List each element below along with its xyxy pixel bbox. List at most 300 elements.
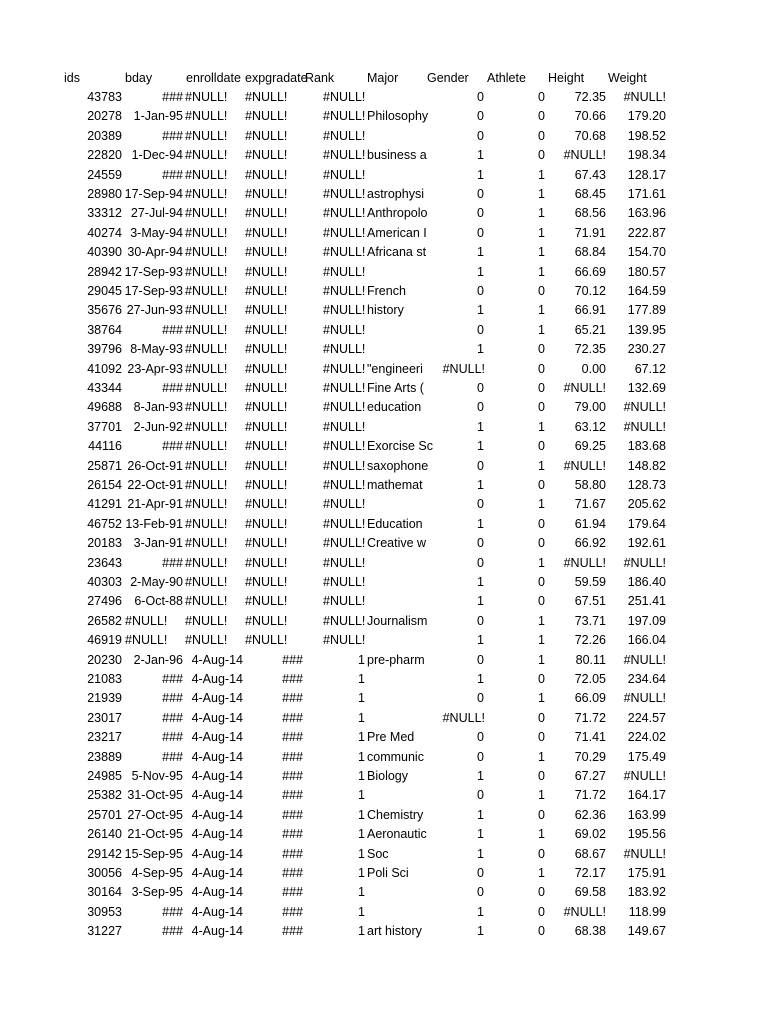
cell-ids[interactable]: 43783 <box>87 90 122 104</box>
cell-gender[interactable]: #NULL! <box>442 361 485 376</box>
cell-bday[interactable]: ### <box>162 381 183 395</box>
cell-ids[interactable]: 24985 <box>87 769 122 783</box>
cell-athlete[interactable]: 0 <box>538 516 545 531</box>
cell-expgradate[interactable]: ### <box>282 924 303 939</box>
cell-athlete[interactable]: 0 <box>538 90 545 104</box>
header-expgradate[interactable]: expgradate <box>245 70 308 85</box>
cell-major[interactable]: communic <box>367 749 424 764</box>
cell-bday[interactable]: 27-Jul-94 <box>130 206 183 221</box>
cell-major[interactable]: Philosophy <box>367 109 429 124</box>
cell-enrolldate[interactable]: #NULL! <box>185 633 228 648</box>
cell-ids[interactable]: 28942 <box>87 264 122 279</box>
cell-expgradate[interactable]: ### <box>282 827 303 842</box>
cell-athlete[interactable]: 0 <box>538 710 545 725</box>
cell-weight[interactable]: 171.61 <box>627 187 666 201</box>
cell-expgradate[interactable]: #NULL! <box>245 284 288 298</box>
cell-bday[interactable]: 31-Oct-95 <box>127 788 183 803</box>
cell-enrolldate[interactable]: 4-Aug-14 <box>191 866 243 880</box>
cell-expgradate[interactable]: ### <box>282 730 303 745</box>
header-weight[interactable]: Weight <box>608 70 647 85</box>
cell-height[interactable]: 67.43 <box>574 167 606 182</box>
cell-ids[interactable]: 46752 <box>87 516 122 531</box>
cell-rank[interactable]: #NULL! <box>323 536 366 551</box>
cell-expgradate[interactable]: ### <box>282 904 303 919</box>
cell-ids[interactable]: 49688 <box>87 400 122 415</box>
cell-enrolldate[interactable]: 4-Aug-14 <box>191 749 243 764</box>
cell-rank[interactable]: #NULL! <box>323 342 366 357</box>
cell-weight[interactable]: 148.82 <box>627 458 666 473</box>
cell-bday[interactable]: 6-Oct-88 <box>134 594 183 609</box>
cell-bday[interactable]: ### <box>162 90 183 104</box>
cell-athlete[interactable]: 0 <box>538 924 545 939</box>
cell-gender[interactable]: 0 <box>477 381 484 395</box>
cell-weight[interactable]: 180.57 <box>627 264 666 279</box>
cell-height[interactable]: 72.17 <box>574 866 606 880</box>
cell-gender[interactable]: 1 <box>477 439 484 454</box>
cell-gender[interactable]: 0 <box>477 90 484 104</box>
cell-major[interactable] <box>367 670 425 689</box>
cell-bday[interactable]: 17-Sep-94 <box>124 187 183 201</box>
cell-gender[interactable]: 1 <box>477 672 484 686</box>
cell-rank[interactable]: 1 <box>358 885 365 900</box>
cell-bday[interactable]: ### <box>162 322 183 337</box>
cell-expgradate[interactable]: #NULL! <box>245 400 288 415</box>
cell-rank[interactable]: 1 <box>358 807 365 822</box>
cell-weight[interactable]: 179.20 <box>627 109 666 124</box>
header-bday[interactable]: bday <box>125 70 153 85</box>
cell-weight[interactable]: 175.49 <box>627 749 666 764</box>
cell-weight[interactable]: 205.62 <box>627 497 666 512</box>
cell-gender[interactable]: 0 <box>477 225 484 240</box>
cell-height[interactable]: 58.80 <box>574 478 606 492</box>
cell-enrolldate[interactable]: 4-Aug-14 <box>191 807 243 822</box>
cell-bday[interactable]: 13-Feb-91 <box>125 516 183 531</box>
cell-weight[interactable]: 177.89 <box>627 303 666 318</box>
cell-bday[interactable]: 8-Jan-93 <box>133 400 183 415</box>
cell-athlete[interactable]: 0 <box>538 400 545 415</box>
cell-enrolldate[interactable]: 4-Aug-14 <box>191 730 243 745</box>
cell-enrolldate[interactable]: #NULL! <box>185 381 228 395</box>
cell-gender[interactable]: 1 <box>477 303 484 318</box>
cell-athlete[interactable]: 0 <box>538 439 545 454</box>
cell-athlete[interactable]: 1 <box>538 613 545 628</box>
cell-weight[interactable]: 234.64 <box>627 672 666 686</box>
cell-ids[interactable]: 40274 <box>87 225 122 240</box>
cell-rank[interactable]: #NULL! <box>323 128 366 143</box>
cell-athlete[interactable]: 1 <box>538 303 545 318</box>
cell-gender[interactable]: 1 <box>477 148 484 163</box>
cell-enrolldate[interactable]: 4-Aug-14 <box>191 691 243 706</box>
cell-rank[interactable]: #NULL! <box>323 245 366 260</box>
cell-gender[interactable]: 0 <box>477 400 484 415</box>
cell-height[interactable]: 67.51 <box>574 594 606 609</box>
cell-major[interactable]: Chemistry <box>367 807 424 822</box>
cell-gender[interactable]: 1 <box>477 245 484 260</box>
cell-major[interactable] <box>367 786 425 805</box>
cell-expgradate[interactable]: ### <box>282 749 303 764</box>
cell-enrolldate[interactable]: #NULL! <box>185 284 228 298</box>
cell-ids[interactable]: 25382 <box>87 788 122 803</box>
cell-expgradate[interactable]: ### <box>282 885 303 900</box>
cell-height[interactable]: 70.66 <box>574 109 606 124</box>
cell-weight[interactable]: 198.34 <box>627 148 666 163</box>
cell-ids[interactable]: 22820 <box>87 148 122 163</box>
cell-enrolldate[interactable]: #NULL! <box>185 594 228 609</box>
cell-expgradate[interactable]: ### <box>282 866 303 880</box>
cell-height[interactable]: 80.11 <box>575 652 606 667</box>
cell-rank[interactable]: #NULL! <box>323 497 366 512</box>
cell-gender[interactable]: 1 <box>477 633 484 648</box>
cell-bday[interactable]: ### <box>162 924 183 939</box>
cell-gender[interactable]: 1 <box>477 594 484 609</box>
cell-gender[interactable]: 0 <box>477 284 484 298</box>
cell-bday[interactable]: 21-Apr-91 <box>127 497 183 512</box>
cell-rank[interactable]: 1 <box>358 691 365 706</box>
header-ids[interactable]: ids <box>64 70 80 85</box>
cell-major[interactable]: pre-pharm <box>367 652 425 667</box>
cell-bday[interactable]: 15-Sep-95 <box>124 846 183 861</box>
header-athlete[interactable]: Athlete <box>487 70 526 85</box>
cell-ids[interactable]: 20278 <box>87 109 122 124</box>
cell-rank[interactable]: #NULL! <box>323 478 366 492</box>
cell-rank[interactable]: #NULL! <box>323 187 366 201</box>
cell-gender[interactable]: 0 <box>477 497 484 512</box>
cell-ids[interactable]: 33312 <box>87 206 122 221</box>
cell-weight[interactable]: 67.12 <box>634 361 666 376</box>
cell-gender[interactable]: 0 <box>477 652 484 667</box>
cell-expgradate[interactable]: #NULL! <box>245 128 288 143</box>
cell-ids[interactable]: 26582 <box>87 613 122 628</box>
cell-rank[interactable]: #NULL! <box>323 90 366 104</box>
cell-expgradate[interactable]: ### <box>282 672 303 686</box>
cell-expgradate[interactable]: ### <box>282 710 303 725</box>
cell-ids[interactable]: 21939 <box>87 691 122 706</box>
cell-weight[interactable]: #NULL! <box>623 691 666 706</box>
cell-rank[interactable]: 1 <box>358 924 365 939</box>
cell-ids[interactable]: 31227 <box>87 924 122 939</box>
cell-major[interactable] <box>367 495 425 514</box>
cell-gender[interactable]: 0 <box>477 555 484 570</box>
cell-weight[interactable]: 192.61 <box>627 536 666 551</box>
cell-athlete[interactable]: 0 <box>538 672 545 686</box>
cell-bday[interactable]: 2-May-90 <box>130 575 183 589</box>
cell-major[interactable] <box>367 573 425 592</box>
cell-gender[interactable]: 0 <box>477 885 484 900</box>
cell-expgradate[interactable]: #NULL! <box>245 381 288 395</box>
cell-major[interactable] <box>367 127 425 146</box>
cell-ids[interactable]: 41092 <box>87 361 122 376</box>
cell-gender[interactable]: 1 <box>477 167 484 182</box>
cell-athlete[interactable]: 0 <box>538 284 545 298</box>
cell-major[interactable]: Aeronautic <box>367 827 427 842</box>
cell-enrolldate[interactable]: #NULL! <box>185 361 228 376</box>
cell-expgradate[interactable]: #NULL! <box>245 187 288 201</box>
cell-height[interactable]: 68.56 <box>574 206 606 221</box>
cell-athlete[interactable]: 0 <box>538 128 545 143</box>
cell-enrolldate[interactable]: 4-Aug-14 <box>191 885 243 900</box>
cell-rank[interactable]: 1 <box>358 788 365 803</box>
cell-enrolldate[interactable]: #NULL! <box>185 497 228 512</box>
cell-bday[interactable]: 2-Jan-96 <box>133 652 183 667</box>
cell-bday[interactable]: 4-Sep-95 <box>131 866 183 880</box>
cell-ids[interactable]: 44116 <box>88 439 122 454</box>
cell-ids[interactable]: 29045 <box>87 284 122 298</box>
cell-enrolldate[interactable]: #NULL! <box>185 342 228 357</box>
cell-weight[interactable]: 224.02 <box>627 730 666 745</box>
cell-bday[interactable]: 5-Nov-95 <box>131 769 183 783</box>
cell-height[interactable]: 68.38 <box>574 924 606 939</box>
cell-height[interactable]: 59.59 <box>574 575 606 589</box>
cell-enrolldate[interactable]: 4-Aug-14 <box>191 710 243 725</box>
cell-athlete[interactable]: 1 <box>538 866 545 880</box>
cell-athlete[interactable]: 0 <box>538 730 545 745</box>
cell-expgradate[interactable]: ### <box>282 788 303 803</box>
cell-height[interactable]: #NULL! <box>563 555 606 570</box>
cell-rank[interactable]: #NULL! <box>323 439 366 454</box>
cell-height[interactable]: #NULL! <box>563 381 606 395</box>
cell-ids[interactable]: 40390 <box>87 245 122 260</box>
cell-weight[interactable]: #NULL! <box>623 846 666 861</box>
cell-major[interactable] <box>367 709 425 728</box>
cell-weight[interactable]: #NULL! <box>623 90 666 104</box>
cell-major[interactable] <box>367 321 425 340</box>
cell-rank[interactable]: #NULL! <box>323 633 366 648</box>
cell-expgradate[interactable]: #NULL! <box>245 419 288 434</box>
cell-gender[interactable]: #NULL! <box>442 710 485 725</box>
cell-expgradate[interactable]: #NULL! <box>245 594 288 609</box>
cell-bday[interactable]: 3-Jan-91 <box>133 536 183 551</box>
cell-enrolldate[interactable]: 4-Aug-14 <box>191 652 243 667</box>
cell-bday[interactable]: 22-Oct-91 <box>127 478 183 492</box>
cell-enrolldate[interactable]: #NULL! <box>185 187 228 201</box>
cell-height[interactable]: 71.72 <box>574 788 606 803</box>
cell-enrolldate[interactable]: 4-Aug-14 <box>191 846 243 861</box>
cell-gender[interactable]: 1 <box>477 807 484 822</box>
cell-major[interactable]: Anthropolo <box>367 206 428 221</box>
cell-athlete[interactable]: 1 <box>538 827 545 842</box>
cell-major[interactable]: art history <box>367 924 422 939</box>
cell-weight[interactable]: 186.40 <box>627 575 666 589</box>
cell-bday[interactable]: 27-Oct-95 <box>127 807 183 822</box>
cell-weight[interactable]: 222.87 <box>627 225 666 240</box>
cell-height[interactable]: 72.26 <box>574 633 606 648</box>
cell-expgradate[interactable]: #NULL! <box>245 225 288 240</box>
cell-enrolldate[interactable]: 4-Aug-14 <box>191 769 243 783</box>
cell-weight[interactable]: 154.70 <box>627 245 666 260</box>
cell-expgradate[interactable]: ### <box>282 846 303 861</box>
cell-gender[interactable]: 1 <box>477 516 484 531</box>
cell-major[interactable]: Poli Sci <box>367 866 409 880</box>
cell-expgradate[interactable]: #NULL! <box>245 167 288 182</box>
cell-height[interactable]: 62.36 <box>574 807 606 822</box>
cell-ids[interactable]: 30164 <box>87 885 122 900</box>
cell-athlete[interactable]: 1 <box>538 264 545 279</box>
cell-enrolldate[interactable]: #NULL! <box>185 148 228 163</box>
cell-gender[interactable]: 1 <box>477 904 484 919</box>
cell-bday[interactable]: ### <box>162 555 183 570</box>
cell-rank[interactable]: #NULL! <box>323 458 366 473</box>
cell-enrolldate[interactable]: #NULL! <box>185 575 228 589</box>
cell-major[interactable]: Exorcise Sc <box>367 439 433 454</box>
cell-athlete[interactable]: 1 <box>538 497 545 512</box>
cell-expgradate[interactable]: #NULL! <box>245 478 288 492</box>
cell-athlete[interactable]: 1 <box>538 419 545 434</box>
cell-rank[interactable]: #NULL! <box>323 594 366 609</box>
cell-major[interactable] <box>367 592 425 611</box>
cell-ids[interactable]: 41291 <box>87 497 122 512</box>
cell-enrolldate[interactable]: #NULL! <box>185 264 228 279</box>
cell-ids[interactable]: 28980 <box>87 187 122 201</box>
cell-rank[interactable]: #NULL! <box>323 167 366 182</box>
cell-rank[interactable]: #NULL! <box>323 206 366 221</box>
cell-bday[interactable]: 1-Jan-95 <box>133 109 183 124</box>
cell-gender[interactable]: 1 <box>477 924 484 939</box>
cell-weight[interactable]: 118.99 <box>628 904 666 919</box>
cell-ids[interactable]: 21083 <box>87 672 122 686</box>
cell-rank[interactable]: #NULL! <box>323 381 366 395</box>
cell-athlete[interactable]: 1 <box>538 691 545 706</box>
cell-height[interactable]: 70.29 <box>574 749 606 764</box>
cell-ids[interactable]: 23889 <box>87 749 122 764</box>
cell-rank[interactable]: 1 <box>358 904 365 919</box>
cell-ids[interactable]: 35676 <box>87 303 122 318</box>
cell-expgradate[interactable]: #NULL! <box>245 148 288 163</box>
cell-height[interactable]: 70.68 <box>574 128 606 143</box>
cell-ids[interactable]: 23217 <box>87 730 122 745</box>
cell-athlete[interactable]: 0 <box>538 575 545 589</box>
cell-expgradate[interactable]: #NULL! <box>245 613 288 628</box>
cell-enrolldate[interactable]: 4-Aug-14 <box>191 788 243 803</box>
cell-height[interactable]: 71.67 <box>574 497 606 512</box>
cell-ids[interactable]: 40303 <box>87 575 122 589</box>
cell-gender[interactable]: 0 <box>477 866 484 880</box>
cell-height[interactable]: 71.91 <box>574 225 606 240</box>
cell-major[interactable]: American I <box>367 225 427 240</box>
cell-athlete[interactable]: 0 <box>538 536 545 551</box>
cell-athlete[interactable]: 1 <box>538 206 545 221</box>
cell-expgradate[interactable]: ### <box>282 652 303 667</box>
cell-gender[interactable]: 0 <box>477 206 484 221</box>
cell-major[interactable]: Biology <box>367 769 408 783</box>
cell-gender[interactable]: 0 <box>477 788 484 803</box>
cell-rank[interactable]: 1 <box>358 846 365 861</box>
cell-athlete[interactable]: 1 <box>538 322 545 337</box>
cell-weight[interactable]: 166.04 <box>627 633 666 648</box>
cell-enrolldate[interactable]: #NULL! <box>185 613 228 628</box>
cell-rank[interactable]: #NULL! <box>323 555 366 570</box>
cell-athlete[interactable]: 0 <box>538 109 545 124</box>
cell-enrolldate[interactable]: #NULL! <box>185 536 228 551</box>
cell-height[interactable]: 71.41 <box>574 730 606 745</box>
header-rank[interactable]: Rank <box>305 70 335 85</box>
cell-weight[interactable]: 224.57 <box>627 710 666 725</box>
cell-ids[interactable]: 26140 <box>87 827 122 842</box>
cell-weight[interactable]: #NULL! <box>623 419 666 434</box>
cell-gender[interactable]: 0 <box>477 322 484 337</box>
cell-ids[interactable]: 20230 <box>87 652 122 667</box>
cell-weight[interactable]: #NULL! <box>623 769 666 783</box>
cell-major[interactable]: saxophone <box>367 458 429 473</box>
cell-expgradate[interactable]: #NULL! <box>245 90 288 104</box>
cell-weight[interactable]: 163.96 <box>627 206 666 221</box>
cell-height[interactable]: 66.92 <box>574 536 606 551</box>
cell-bday[interactable]: 2-Jun-92 <box>133 419 183 434</box>
cell-rank[interactable]: #NULL! <box>323 225 366 240</box>
cell-height[interactable]: 66.69 <box>574 264 606 279</box>
cell-gender[interactable]: 0 <box>477 187 484 201</box>
cell-height[interactable]: 79.00 <box>574 400 606 415</box>
cell-gender[interactable]: 0 <box>477 536 484 551</box>
cell-height[interactable]: 70.12 <box>574 284 606 298</box>
cell-gender[interactable]: 0 <box>477 458 484 473</box>
cell-ids[interactable]: 25701 <box>87 807 122 822</box>
cell-enrolldate[interactable]: #NULL! <box>185 206 228 221</box>
cell-height[interactable]: 71.72 <box>574 710 606 725</box>
cell-expgradate[interactable]: #NULL! <box>245 633 288 648</box>
header-major[interactable]: Major <box>367 70 399 85</box>
cell-weight[interactable]: #NULL! <box>623 400 666 415</box>
cell-enrolldate[interactable]: 4-Aug-14 <box>191 672 243 686</box>
cell-weight[interactable]: 164.17 <box>627 788 666 803</box>
cell-weight[interactable]: 198.52 <box>627 128 666 143</box>
cell-ids[interactable]: 20183 <box>87 536 122 551</box>
cell-weight[interactable]: 164.59 <box>627 284 666 298</box>
cell-rank[interactable]: #NULL! <box>323 284 366 298</box>
cell-height[interactable]: 66.09 <box>574 691 606 706</box>
cell-enrolldate[interactable]: #NULL! <box>185 90 228 104</box>
cell-ids[interactable]: 38764 <box>87 322 122 337</box>
cell-height[interactable]: 65.21 <box>574 322 606 337</box>
cell-height[interactable]: 61.94 <box>574 516 606 531</box>
header-height[interactable]: Height <box>548 70 585 85</box>
cell-athlete[interactable]: 0 <box>538 342 545 357</box>
cell-ids[interactable]: 24559 <box>87 167 122 182</box>
cell-major[interactable]: mathemat <box>367 478 423 492</box>
cell-major[interactable]: astrophysi <box>367 187 424 201</box>
cell-ids[interactable]: 25871 <box>87 458 122 473</box>
cell-bday[interactable]: 26-Oct-91 <box>127 458 183 473</box>
cell-athlete[interactable]: 1 <box>538 749 545 764</box>
cell-weight[interactable]: 195.56 <box>627 827 666 842</box>
cell-athlete[interactable]: 1 <box>538 225 545 240</box>
cell-height[interactable]: #NULL! <box>563 148 606 163</box>
cell-height[interactable]: #NULL! <box>563 458 606 473</box>
cell-height[interactable]: 72.35 <box>574 90 606 104</box>
cell-gender[interactable]: 1 <box>477 846 484 861</box>
cell-enrolldate[interactable]: #NULL! <box>185 245 228 260</box>
cell-weight[interactable]: #NULL! <box>623 652 666 667</box>
cell-bday[interactable]: ### <box>162 749 183 764</box>
cell-gender[interactable]: 0 <box>477 691 484 706</box>
cell-major[interactable] <box>367 88 425 107</box>
cell-height[interactable]: 72.05 <box>574 672 606 686</box>
cell-rank[interactable]: #NULL! <box>323 109 366 124</box>
cell-weight[interactable]: 183.92 <box>627 885 666 900</box>
cell-major[interactable] <box>367 554 425 573</box>
cell-rank[interactable]: 1 <box>358 866 365 880</box>
cell-athlete[interactable]: 1 <box>538 187 545 201</box>
cell-athlete[interactable]: 0 <box>538 381 545 395</box>
cell-rank[interactable]: #NULL! <box>323 516 366 531</box>
cell-bday[interactable]: 8-May-93 <box>130 342 183 357</box>
cell-weight[interactable]: 128.73 <box>627 478 666 492</box>
cell-ids[interactable]: 29142 <box>87 846 122 861</box>
cell-gender[interactable]: 1 <box>477 827 484 842</box>
cell-height[interactable]: #NULL! <box>563 904 606 919</box>
cell-bday[interactable]: 3-May-94 <box>130 225 183 240</box>
cell-athlete[interactable]: 1 <box>538 652 545 667</box>
cell-bday[interactable]: ### <box>162 904 183 919</box>
